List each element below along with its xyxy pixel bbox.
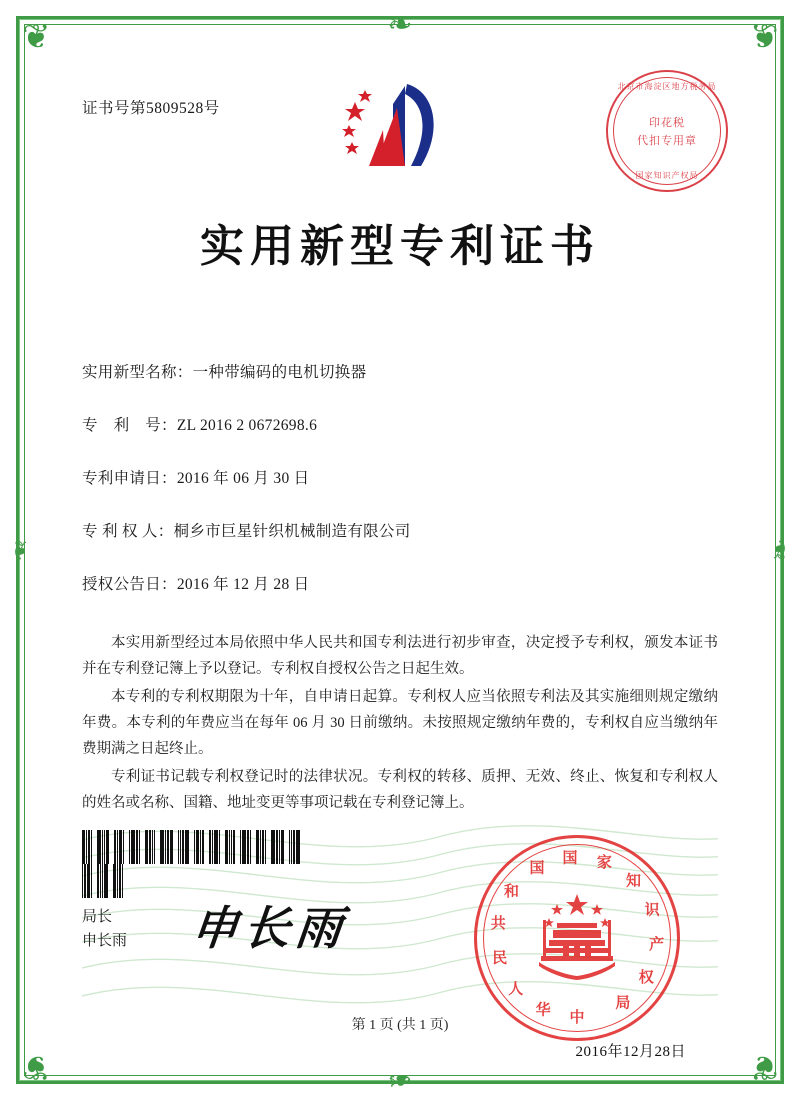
field-application-date (82, 466, 718, 488)
field-patent-number (82, 413, 718, 435)
page-title: 实用新型专利证书 (200, 222, 600, 271)
director-title-label: 局长 (82, 909, 113, 925)
tax-stamp-seal-ring (613, 77, 721, 185)
tax-stamp-arc-top: 北京市海淀区地方税务局 (617, 82, 717, 91)
page-footer: 第 1 页 (共 1 页) (351, 1018, 449, 1033)
field-value: 2016 年 06 月 30 日 (176, 470, 310, 487)
edge-flourish-bottom-icon: ❧ (387, 1062, 413, 1097)
corner-flourish-bottom-right-icon: ❦ (749, 1047, 778, 1087)
seal-char: 中 (569, 1010, 585, 1026)
legal-paragraph: 本专利的专利权期限为十年，自申请日起算。专利权人应当依照专利法及其实施细则规定缴纳年费。本专利的年费应当在每年 06 月 30 日前缴纳。未按照规定缴纳年费的，专利权自应当缴纳年费期满之日起终止。 (82, 689, 718, 757)
seal-char: 和 (503, 884, 519, 901)
seal-char: 人 (508, 981, 524, 998)
seal-char: 华 (535, 1002, 551, 1019)
seal-date: 2016年12月28日 (575, 1044, 686, 1060)
field-value: ZL 2016 2 0672698.6 (176, 417, 318, 434)
field-label: 实用新型名称： (82, 364, 193, 381)
certificate-content (60, 60, 740, 1060)
edge-flourish-left-icon: ❧ (3, 538, 37, 562)
field-value: 一种带编码的电机切换器 (192, 364, 367, 381)
field-label: 专利申请日： (82, 470, 177, 487)
seal-char: 国 (529, 860, 545, 877)
field-grant-announcement-date (82, 572, 718, 594)
field-label: 授权公告日： (82, 576, 177, 593)
director-name-label: 申长雨 (82, 933, 128, 949)
field-label: 专 利 权 人： (82, 523, 174, 540)
seal-char: 国 (562, 850, 578, 867)
national-ip-office-seal (474, 835, 680, 1041)
barcode (82, 830, 302, 864)
field-utility-model-name (82, 360, 718, 382)
seal-char: 局 (615, 995, 631, 1012)
director-handwritten-signature: 申长雨 (188, 901, 351, 955)
seal-char: 权 (638, 970, 654, 986)
corner-flourish-top-right-icon: ❦ (749, 17, 778, 57)
tax-stamp-line1: 印花税 (649, 117, 685, 129)
tax-stamp-arc-bottom: 国家知识产权局 (635, 171, 699, 180)
legal-text-block (82, 630, 718, 818)
field-patentee (82, 519, 718, 541)
tax-stamp-seal (606, 70, 728, 192)
seal-char: 民 (492, 950, 508, 967)
sipo-logo-icon (335, 78, 465, 188)
legal-paragraph: 本实用新型经过本局依照中华人民共和国专利法进行初步审查，决定授予专利权，颁发本证书并在专利登记簿上予以登记。专利权自授权公告之日起生效。 (82, 635, 718, 677)
tax-stamp-line2: 代扣专用章 (637, 135, 697, 147)
seal-char: 家 (596, 854, 612, 871)
legal-paragraph: 专利证书记载专利权登记时的法律状况。专利权的转移、质押、无效、终止、恢复和专利权人的姓名或名称、国籍、地址变更等事项记载在专利登记簿上。 (82, 769, 718, 811)
certificate-number: 证书号第5809528号 (82, 100, 220, 117)
field-value: 2016 年 12 月 28 日 (176, 576, 310, 593)
edge-flourish-top-icon: ❧ (387, 7, 413, 42)
corner-flourish-top-left-icon: ❦ (22, 17, 51, 57)
edge-flourish-right-icon: ❧ (763, 538, 797, 562)
seal-char: 知 (626, 873, 642, 890)
national-emblem-icon (529, 890, 625, 986)
certificate-fields (82, 360, 718, 625)
seal-char: 产 (649, 936, 665, 953)
seal-char: 识 (644, 902, 660, 919)
seal-char: 共 (490, 916, 506, 933)
field-value: 桐乡市巨星针织机械制造有限公司 (173, 523, 411, 540)
field-label: 专 利 号： (82, 417, 177, 434)
signature-labels (82, 905, 127, 953)
corner-flourish-bottom-left-icon: ❦ (22, 1047, 51, 1087)
